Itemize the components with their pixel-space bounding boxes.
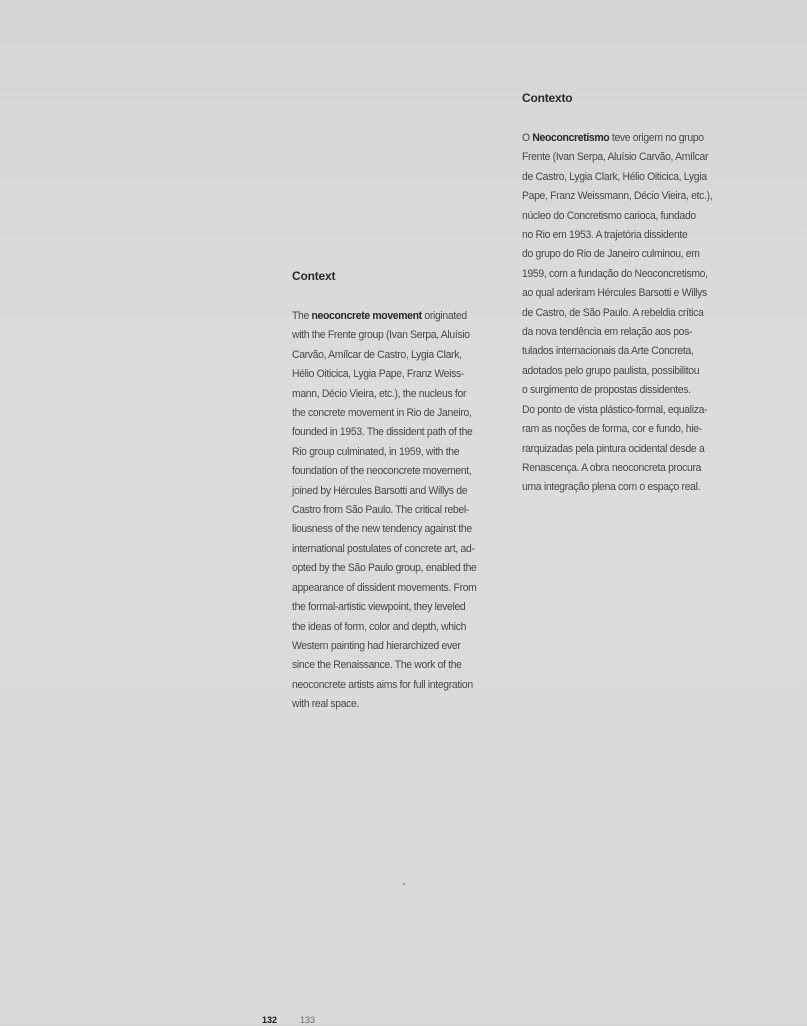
- body-line: joined by Hércules Barsotti and Willys de: [292, 484, 468, 497]
- body-line: rarquizadas pela pintura ocidental desde a: [522, 442, 705, 455]
- body-line: Do ponto de vista plástico-formal, equaliza-: [522, 403, 708, 416]
- body-line: uma integração plena com o espaço real.: [522, 481, 701, 494]
- body-line: no Rio em 1953. A trajetória dissidente: [522, 229, 688, 242]
- body-line: Pape, Franz Weissmann, Décio Vieira, etc.),: [522, 190, 713, 203]
- portuguese-column: [522, 90, 748, 498]
- body-line: adotados pelo grupo paulista, possibilitou: [522, 364, 700, 377]
- body-line: de Castro, de São Paulo. A rebeldia crítica: [522, 306, 704, 319]
- bold-term: Neoconcretismo: [532, 132, 610, 144]
- body-line: o surgimento de propostas dissidentes.: [522, 384, 691, 397]
- body-line: mann, Décio Vieira, etc.), the nucleus for: [292, 387, 467, 400]
- body-line: Castro from São Paulo. The critical rebel-: [292, 504, 469, 517]
- body-line: with real space.: [292, 698, 360, 711]
- bold-term: neoconcrete movement: [311, 310, 422, 322]
- body-line: de Castro, Lygia Clark, Hélio Oiticica, Lygia: [522, 170, 707, 183]
- body-line: tulados internacionais da Arte Concreta,: [522, 345, 694, 358]
- english-body: [292, 307, 514, 715]
- body-line: da nova tendência em relação aos pos-: [522, 326, 693, 339]
- body-line: Carvão, Amílcar de Castro, Lygia Clark,: [292, 348, 462, 361]
- body-line: núcleo do Concretismo carioca, fundado: [522, 209, 696, 222]
- body-line: ram as noções de forma, cor e fundo, hie-: [522, 423, 702, 436]
- body-line: Western painting had hierarchized ever: [292, 639, 461, 652]
- body-line: appearance of dissident movements. From: [292, 581, 477, 594]
- paper-speck: [403, 883, 405, 885]
- portuguese-heading: Contexto: [522, 91, 573, 105]
- body-line: neoconcrete artists aims for full integration: [292, 678, 473, 691]
- english-column: [292, 268, 514, 715]
- body-line: 1959, com a fundação do Neoconcretismo,: [522, 267, 708, 280]
- body-line: ao qual aderiram Hércules Barsotti e Willys: [522, 287, 707, 300]
- body-line: opted by the São Paulo group, enabled the: [292, 562, 477, 575]
- body-line: The neoconcrete movement originated: [292, 310, 467, 322]
- body-line: with the Frente group (Ivan Serpa, Aluísio: [292, 329, 470, 342]
- page-number-left: 132: [262, 1015, 278, 1025]
- body-line: the concrete movement in Rio de Janeiro,: [292, 407, 472, 420]
- portuguese-body: [522, 129, 748, 498]
- english-heading: Context: [292, 269, 336, 283]
- body-line: Renascença. A obra neoconcreta procura: [522, 461, 702, 474]
- body-line: founded in 1953. The dissident path of the: [292, 426, 473, 439]
- body-line: the formal-artistic viewpoint, they leveled: [292, 601, 466, 614]
- body-line: Hélio Oiticica, Lygia Pape, Franz Weiss-: [292, 368, 465, 381]
- page-number-right: 133: [300, 1015, 316, 1025]
- body-line: do grupo do Rio de Janeiro culminou, em: [522, 248, 700, 261]
- body-line: O Neoconcretismo teve origem no grupo: [522, 132, 704, 144]
- body-line: Rio group culminated, in 1959, with the: [292, 445, 460, 458]
- body-line: Frente (Ivan Serpa, Aluísio Carvão, Amílcar: [522, 151, 709, 164]
- body-line: the ideas of form, color and depth, which: [292, 620, 467, 633]
- body-line: liousness of the new tendency against the: [292, 523, 472, 536]
- body-line: international postulates of concrete art, ad-: [292, 542, 475, 555]
- body-line: foundation of the neoconcrete movement,: [292, 465, 472, 478]
- body-line: since the Renaissance. The work of the: [292, 659, 462, 672]
